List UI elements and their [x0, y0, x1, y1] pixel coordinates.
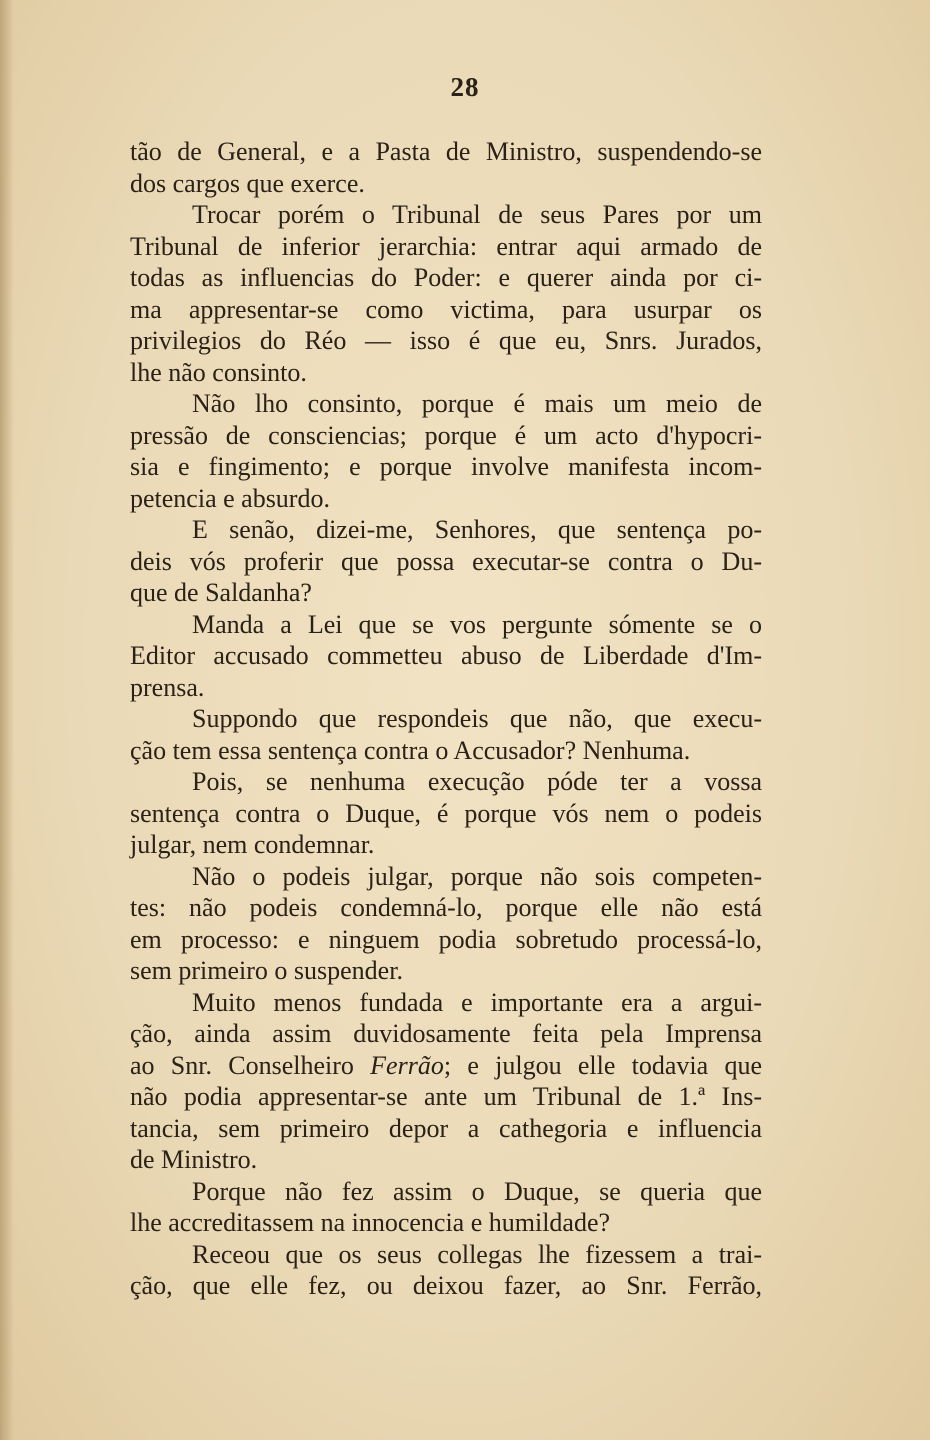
text-line: Trocar porém o Tribunal de seus Pares por um [192, 200, 762, 229]
text-line: petencia e absurdo. [130, 483, 330, 513]
text-line: Porque não fez assim o Duque, se queria que [192, 1176, 762, 1206]
text-line: todas as influencias do Poder: e querer ainda por ci- [130, 263, 762, 292]
page-number: 28 [450, 72, 480, 102]
body-text [130, 136, 762, 1302]
text-line: Pois, se nenhuma execução póde ter a vossa [192, 767, 762, 796]
text-line: ma appresentar-se como victima, para usurpar os [130, 294, 762, 324]
text-line: deis vós proferir que possa executar-se contra o Du- [130, 546, 762, 576]
text-line: prensa. [130, 672, 205, 702]
text-line: sentença contra o Duque, é porque vós nem o podeis [130, 798, 762, 828]
text-line: Muito menos fundada e importante era a argui- [192, 987, 762, 1017]
text-line: E senão, dizei-me, Senhores, que sentença po- [192, 515, 762, 544]
text-line: julgar, nem condemnar. [130, 830, 375, 859]
text-line: dos cargos que exerce. [130, 168, 365, 198]
text-line: lhe não consinto. [130, 357, 307, 387]
text-line: Não lho consinto, porque é mais um meio de [192, 389, 762, 418]
text-line: sia e fingimento; e porque involve manifesta incom- [130, 452, 762, 481]
page-edge-shadow [0, 0, 14, 1440]
text-line: que de Saldanha? [130, 578, 312, 607]
text-line: tancia, sem primeiro depor a cathegoria e influencia [130, 1113, 762, 1143]
text-line: ção, que elle fez, ou deixou fazer, ao Snr. Ferrão, [130, 1271, 762, 1300]
text-line: tão de General, e a Pasta de Ministro, suspendendo-se [130, 137, 762, 166]
text-line: de Ministro. [130, 1145, 258, 1174]
text-line: não podia appresentar-se ante um Tribunal de 1.ª Ins- [130, 1082, 762, 1111]
text-line: Manda a Lei que se vos pergunte sómente se o [192, 609, 762, 639]
text-line: ção, ainda assim duvidosamente feita pela Imprensa [130, 1019, 762, 1048]
text-line: Não o podeis julgar, porque não sois competen- [192, 861, 762, 891]
text-line: Tribunal de inferior jerarchia: entrar aqui armado de [130, 231, 762, 261]
text-line: Receou que os seus collegas lhe fizessem a trai- [192, 1239, 762, 1269]
text-line: sem primeiro o suspender. [130, 956, 403, 985]
text-line: ao Snr. Conselheiro Ferrão; e julgou elle todavia que [130, 1050, 762, 1080]
text-line: Editor accusado commetteu abuso de Liberdade d'Im- [130, 641, 762, 670]
text-line: privilegios do Réo — isso é que eu, Snrs. Jurados, [130, 326, 762, 355]
text-line: Suppondo que respondeis que não, que execu- [192, 704, 762, 733]
text-line: pressão de consciencias; porque é um acto d'hypocri- [130, 420, 762, 450]
text-line: ção tem essa sentença contra o Accusador? Nenhuma. [130, 735, 691, 765]
text-line: tes: não podeis condemná-lo, porque elle não está [130, 893, 762, 922]
text-line: lhe accreditassem na innocencia e humildade? [130, 1208, 611, 1237]
text-line: em processo: e ninguem podia sobretudo processá-lo, [130, 924, 762, 954]
